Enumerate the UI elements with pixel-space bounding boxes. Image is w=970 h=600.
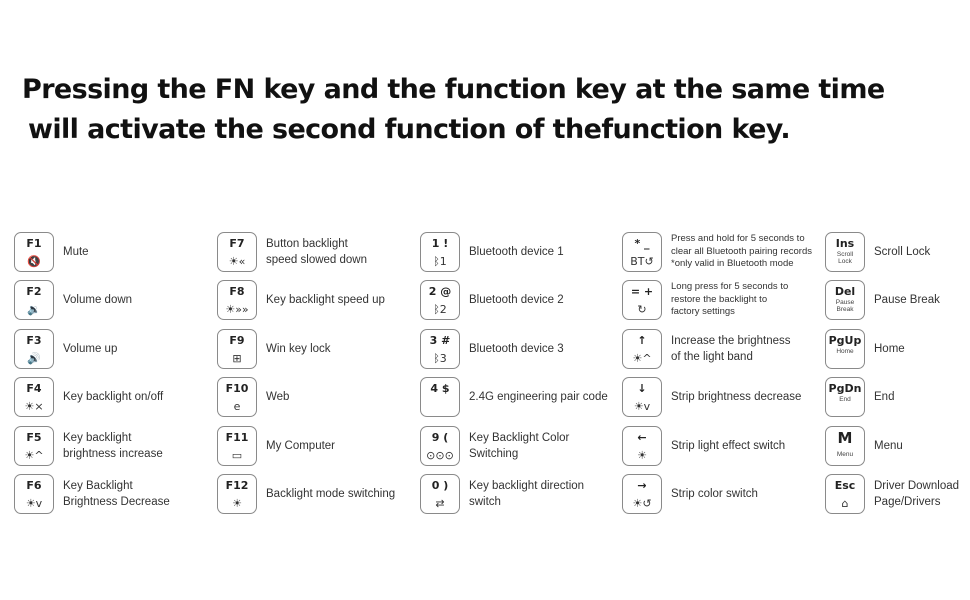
keycap-function-icon: ᛒ3 <box>433 352 447 365</box>
keycap-label: 4 $ <box>430 382 450 395</box>
keycap <box>217 232 257 272</box>
key-function-description: Increase the brightness of the light band <box>671 335 791 363</box>
key-function-description: Scroll Lock <box>874 246 931 258</box>
keycap-label: Esc <box>834 479 856 492</box>
heading-line-2: will activate the second function of thefunction key. <box>28 114 790 145</box>
key-function-description: Home <box>874 343 905 355</box>
keycap <box>420 377 460 417</box>
key-function-description: Backlight mode switching <box>266 488 396 500</box>
keycap-label: 3 # <box>429 334 451 347</box>
keycap <box>420 474 460 514</box>
keycap-label: 1 ! <box>431 237 449 250</box>
key-function-description: Menu <box>874 440 903 452</box>
key-function-description: Key Backlight Color Switching <box>469 432 570 460</box>
keycap <box>420 329 460 369</box>
keycap-function-icon: ☀ <box>232 497 242 510</box>
keycap-function-icon: 🔇 <box>27 255 41 268</box>
keycap-function-icon: ☀»» <box>225 303 249 316</box>
keycap <box>622 232 662 272</box>
keycap <box>217 280 257 320</box>
keycap-function-icon: ☀↺ <box>632 497 652 510</box>
keycap-label: F2 <box>26 285 42 298</box>
keycap-function-icon: ↻ <box>637 303 647 316</box>
key-function-description: Driver Download Page/Drivers <box>874 480 960 508</box>
keycap-function-icon: ☀v <box>25 497 43 510</box>
key-function-description: Button backlight speed slowed down <box>266 238 368 266</box>
keycap-label: F3 <box>26 334 42 347</box>
keycap <box>14 232 54 272</box>
key-function-description: Key Backlight Brightness Decrease <box>63 480 170 508</box>
keycap-label: F8 <box>229 285 245 298</box>
key-function-description: Key backlight direction switch <box>469 480 585 508</box>
keycap <box>217 377 257 417</box>
keycap-label: = + <box>630 285 654 298</box>
keycap-function-icon: ☀^ <box>632 352 652 365</box>
keycap-secondary-label: Scroll Lock <box>836 251 854 265</box>
keycap <box>14 329 54 369</box>
keycap-label: * _ <box>634 237 650 250</box>
keycap-label: ↑ <box>637 334 647 347</box>
keycap-function-icon: ᛒ1 <box>433 255 447 268</box>
keycap-secondary-label: Home <box>836 348 854 355</box>
key-function-description: End <box>874 391 895 403</box>
keycap-label: PgUp <box>828 334 862 347</box>
heading-line-1: Pressing the FN key and the function key at the same time <box>22 74 885 105</box>
key-function-description: Web <box>266 391 290 403</box>
keycap-label: 0 ) <box>431 479 449 492</box>
key-function-description: Win key lock <box>266 343 331 355</box>
keycap-label: → <box>637 479 647 492</box>
key-function-description: Volume down <box>63 294 133 306</box>
keycap <box>825 474 865 514</box>
keycap <box>622 377 662 417</box>
keycap <box>217 474 257 514</box>
keycap-function-icon: ☀v <box>633 400 651 413</box>
keycap-function-icon: BT↺ <box>630 255 654 268</box>
keycap <box>825 426 865 466</box>
keycap-label: Ins <box>835 237 855 250</box>
keycap <box>420 426 460 466</box>
keycap <box>825 232 865 272</box>
key-function-description: Key backlight brightness increase <box>63 432 163 460</box>
keycap <box>622 426 662 466</box>
keycap <box>14 474 54 514</box>
keycap-function-icon: ☀ <box>637 449 647 462</box>
key-function-description: Bluetooth device 3 <box>469 343 564 355</box>
key-function-description: My Computer <box>266 440 336 452</box>
keycap-label: F10 <box>225 382 249 395</box>
keycap <box>622 329 662 369</box>
keycap-label: F4 <box>26 382 42 395</box>
keycap-function-icon: ☀^ <box>24 449 44 462</box>
key-function-description: Pause Break <box>874 294 940 306</box>
keycap-label: 2 @ <box>428 285 452 298</box>
keycap-label: F12 <box>225 479 249 492</box>
keycap-label: Del <box>834 285 856 298</box>
keycap-label: F5 <box>26 431 42 444</box>
keycap-label: F1 <box>26 237 42 250</box>
keycap-function-icon: 🔉 <box>27 303 41 316</box>
key-function-description: Key backlight on/off <box>63 391 164 403</box>
keycap <box>622 280 662 320</box>
keycap <box>14 426 54 466</box>
keycap-label: F6 <box>26 479 42 492</box>
key-function-description: Long press for 5 seconds to restore the backlight to factory settings <box>671 281 789 318</box>
keycap <box>825 329 865 369</box>
page-heading <box>22 70 952 150</box>
keycap-label: ← <box>637 431 647 444</box>
keycap-function-icon: e <box>233 400 241 413</box>
keycap-label: F9 <box>229 334 245 347</box>
key-function-description: Strip color switch <box>671 488 758 500</box>
keycap <box>14 280 54 320</box>
keycap-secondary-label: Pause Break <box>835 299 855 313</box>
keycap-function-icon: ⊞ <box>232 352 242 365</box>
keycap-secondary-label: Menu <box>836 451 854 458</box>
keycap <box>420 280 460 320</box>
keycap-function-icon: ▭ <box>231 449 243 462</box>
key-function-description: Key backlight speed up <box>266 294 385 306</box>
keycap-function-icon: 🔊 <box>27 352 41 365</box>
key-function-description: Strip brightness decrease <box>671 391 802 403</box>
keycap-function-icon: ⌂ <box>841 497 849 510</box>
key-function-description: Bluetooth device 1 <box>469 246 564 258</box>
keycap-function-icon: ☀× <box>24 400 44 413</box>
keycap <box>420 232 460 272</box>
keycap <box>14 377 54 417</box>
keycap-label: PgDn <box>828 382 862 395</box>
keycap-label: ↓ <box>637 382 647 395</box>
keycap-function-icon: ☀« <box>228 255 246 268</box>
key-function-description: Strip light effect switch <box>671 440 786 452</box>
keycap-label: F7 <box>229 237 245 250</box>
keycap <box>217 426 257 466</box>
keycap <box>825 377 865 417</box>
key-function-description: Press and hold for 5 seconds to clear all Bluetooth pairing records *only valid in Bluetooth mode <box>671 233 812 270</box>
keycap <box>622 474 662 514</box>
key-function-description: Bluetooth device 2 <box>469 294 564 306</box>
keycap-label: M <box>837 429 853 447</box>
keycap-secondary-label: End <box>839 396 851 403</box>
keycap <box>217 329 257 369</box>
keycap-function-icon: ⇄ <box>435 497 445 510</box>
keycap-label: 9 ( <box>431 431 449 444</box>
keycap <box>825 280 865 320</box>
keycap-label: F11 <box>225 431 249 444</box>
key-function-description: Mute <box>63 246 89 258</box>
key-function-description: 2.4G engineering pair code <box>469 391 608 403</box>
key-function-description: Volume up <box>63 343 118 355</box>
keycap-function-icon: ᛒ2 <box>433 303 447 316</box>
keycap-function-icon: ⊙⊙⊙ <box>426 449 454 462</box>
